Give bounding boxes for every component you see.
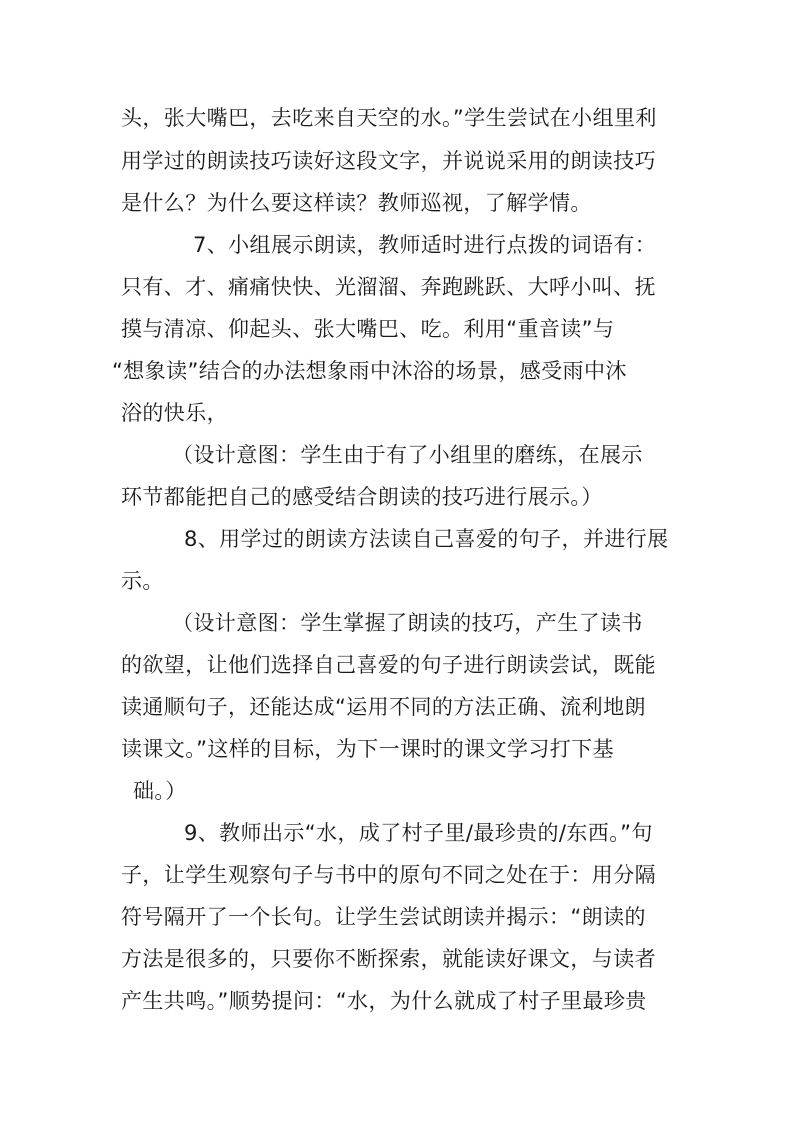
- text-line: 8、用学过的朗读方法读自己喜爱的句子，并进行展: [184, 527, 669, 551]
- text-line: 读课文。”这样的目标，为下一课时的课文学习打下基: [121, 737, 614, 761]
- text-line: 础。）: [133, 779, 187, 803]
- text-line: 摸与清凉、仰起头、张大嘴巴、吃。利用“重音读”与: [121, 317, 615, 341]
- text-line: 方法是很多的，只要你不断探索，就能读好课文，与读者: [121, 947, 656, 971]
- text-line: 读通顺句子，还能达成“运用不同的方法正确、流利地朗: [121, 695, 646, 719]
- text-line: 环节都能把自己的感受结合朗读的技巧进行展示。）: [121, 485, 603, 509]
- text-line: 是什么？为什么要这样读？教师巡视，了解学情。: [121, 191, 592, 215]
- text-line: 9、教师出示“水，成了村子里/最珍贵的/东西。”句: [184, 821, 653, 845]
- text-line: 子，让学生观察句子与书中的原句不同之处在于：用分隔: [121, 863, 656, 887]
- text-line: 示。: [121, 569, 164, 593]
- text-line: （设计意图：学生掌握了朗读的技巧，产生了读书: [172, 611, 643, 635]
- text-line: 用学过的朗读技巧读好这段文字，并说说采用的朗读技巧: [121, 149, 656, 173]
- text-line: 只有、才、痛痛快快、光溜溜、奔跑跳跃、大呼小叫、抚: [121, 275, 656, 299]
- text-line: 的欲望，让他们选择自己喜爱的句子进行朗读尝试，既能: [121, 653, 656, 677]
- text-line: “想象读”结合的办法想象雨中沐浴的场景，感受雨中沐: [112, 359, 627, 383]
- text-line: 产生共鸣。”顺势提问：“水，为什么就成了村子里最珍贵: [121, 989, 647, 1013]
- text-line: 浴的快乐，: [121, 401, 228, 425]
- text-line: 7、小组展示朗读，教师适时进行点拨的词语有：: [193, 233, 657, 257]
- text-line: 符号隔开了一个长句。让学生尝试朗读并揭示：“朗读的: [121, 905, 646, 929]
- text-line: 头，张大嘴巴，去吃来自天空的水。”学生尝试在小组里利: [121, 106, 657, 130]
- text-line: （设计意图：学生由于有了小组里的磨练，在展示: [172, 443, 643, 467]
